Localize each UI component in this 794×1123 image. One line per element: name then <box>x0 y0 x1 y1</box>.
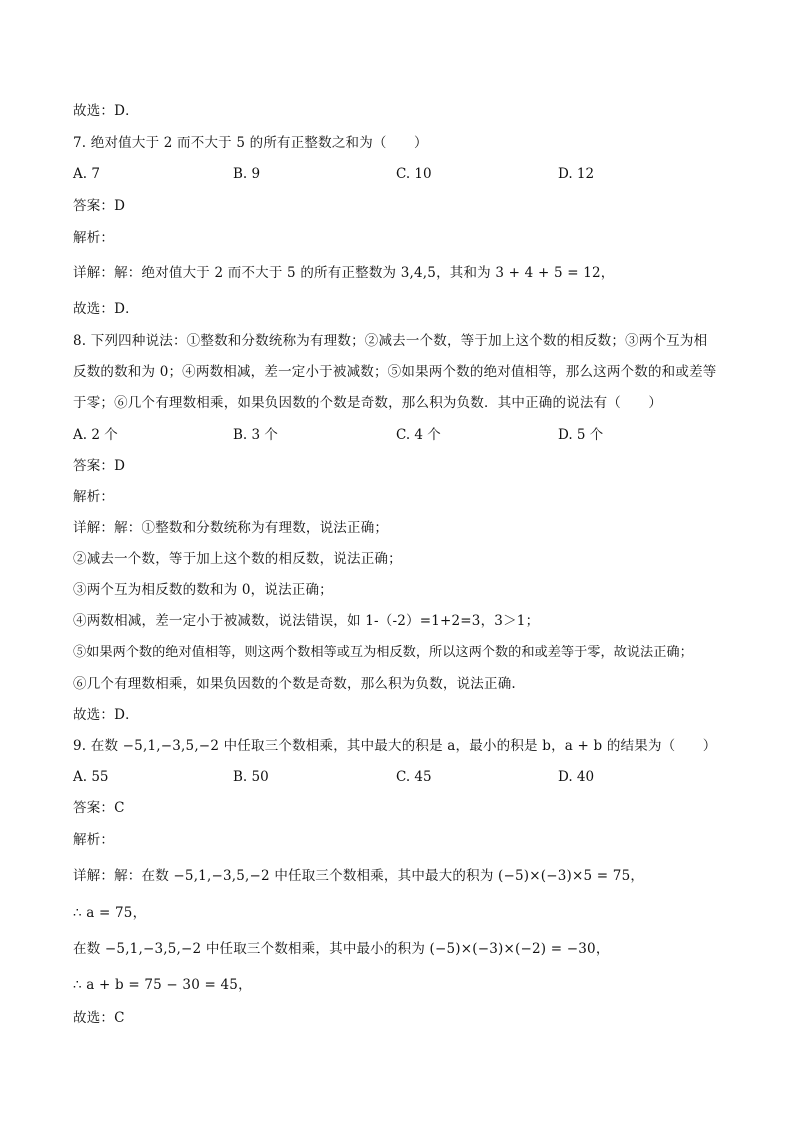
q9-option-c: C. 45 <box>396 769 432 785</box>
q8-question-line-3: 于零；⑥几个有理数相乘，如果负因数的个数是奇数，那么积为负数．其中正确的说法有（ ） <box>73 395 663 411</box>
q9-choose: 故选：C <box>73 1010 125 1026</box>
q8-option-b: B. 3 个 <box>233 427 278 443</box>
q8-detail-line-6: ⑥几个有理数相乘，如果负因数的个数是奇数，那么积为负数，说法正确. <box>73 676 516 692</box>
q8-question-line-2: 反数的数和为 0；④两数相减，差一定小于被减数；⑤如果两个数的绝对值相等，那么这两个数的和或差等 <box>73 364 717 380</box>
q8-option-d: D. 5 个 <box>558 427 604 443</box>
q9-option-d: D. 40 <box>558 769 595 785</box>
q8-answer: 答案：D <box>73 458 126 474</box>
q9-detail-line-3: 在数 −5,1,−3,5,−2 中任取三个数相乘，其中最小的积为 (−5)×(−3)×(−2) = −30， <box>73 941 610 957</box>
q9-analysis-label: 解析： <box>73 832 115 848</box>
q9-question: 9. 在数 −5,1,−3,5,−2 中任取三个数相乘，其中最大的积是 a，最小的积是 b，a + b 的结果为（ ） <box>73 738 717 754</box>
q7-option-c: C. 10 <box>396 166 432 182</box>
q7-option-a: A. 7 <box>73 166 100 182</box>
q7-question: 7. 绝对值大于 2 而不大于 5 的所有正整数之和为（ ） <box>73 135 428 151</box>
q7-analysis-label: 解析： <box>73 230 115 246</box>
q7-option-d: D. 12 <box>558 166 595 182</box>
q7-option-b: B. 9 <box>233 166 261 182</box>
q7-choose: 故选：D． <box>73 301 139 317</box>
q6-choose-line: 故选：D． <box>73 103 139 119</box>
q8-choose: 故选：D． <box>73 707 139 723</box>
q7-answer: 答案：D <box>73 198 126 214</box>
q9-detail-line-1: 详解：解：在数 −5,1,−3,5,−2 中任取三个数相乘，其中最大的积为 (−5)×(−3)×5 = 75， <box>73 868 645 884</box>
q8-analysis-label: 解析： <box>73 489 115 505</box>
q8-detail-line-4: ④两数相减，差一定小于被减数，说法错误，如 1-（-2）=1+2=3，3＞1； <box>73 613 540 629</box>
q8-detail-line-2: ②减去一个数，等于加上这个数的相反数，说法正确； <box>73 551 402 567</box>
q8-question-line-1: 8. 下列四种说法：①整数和分数统称为有理数；②减去一个数，等于加上这个数的相反数；③两个互为相 <box>73 333 708 349</box>
q8-detail-line-1: 详解：解：①整数和分数统称为有理数，说法正确； <box>73 520 389 536</box>
q7-detail: 详解：解：绝对值大于 2 而不大于 5 的所有正整数为 3,4,5，其和为 3 + 4 + 5 = 12， <box>73 265 615 281</box>
q9-answer: 答案：C <box>73 800 125 816</box>
q8-option-a: A. 2 个 <box>73 427 118 443</box>
q8-option-c: C. 4 个 <box>396 427 441 443</box>
q9-option-b: B. 50 <box>233 769 269 785</box>
q8-detail-line-3: ③两个互为相反数的数和为 0，说法正确； <box>73 582 333 598</box>
q9-option-a: A. 55 <box>73 769 109 785</box>
q9-detail-line-4: ∴ a + b = 75 − 30 = 45， <box>73 977 252 993</box>
q9-detail-line-2: ∴ a = 75， <box>73 905 147 921</box>
q8-detail-line-5: ⑤如果两个数的绝对值相等，则这两个数相等或互为相反数，所以这两个数的和或差等于零，故说法正确； <box>73 645 693 660</box>
